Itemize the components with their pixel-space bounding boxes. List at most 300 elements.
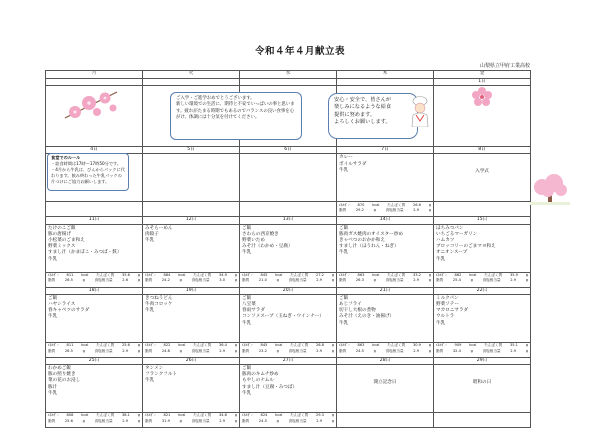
gram-unit: g xyxy=(470,348,473,353)
nutrition-cell xyxy=(143,342,240,357)
protein-value: 34.9 xyxy=(218,273,227,278)
date-cell: 12日 xyxy=(143,217,240,224)
menu-item: たけのこご飯 xyxy=(48,225,76,231)
nutrition-line-2 xyxy=(242,349,334,354)
protein-label: たんぱく質 xyxy=(193,343,212,348)
sakura-tree-illustration xyxy=(530,171,570,205)
salt-value: 2.9 xyxy=(413,278,419,283)
date-cell: 25日 xyxy=(46,357,143,364)
salt-label: 食塩相当量 xyxy=(288,278,307,283)
fat-value: 24.8 xyxy=(161,348,170,353)
chef-illustration xyxy=(408,95,432,127)
menu-cell xyxy=(240,224,337,272)
kcal-unit: kcal xyxy=(372,343,380,348)
nutrition-cell xyxy=(434,272,531,287)
gram-unit: g xyxy=(137,343,140,348)
menu-item: マカロニサラダ xyxy=(436,308,469,314)
menu-cell xyxy=(46,364,143,412)
date-cell: 11日 xyxy=(46,217,143,224)
fat-label: 脂質 xyxy=(242,278,250,283)
menu-item: タンメン xyxy=(145,365,164,371)
protein-value: 25.6 xyxy=(121,343,130,348)
menu-item: 豚の唐揚げ xyxy=(48,231,71,237)
menu-item: 牛乳 xyxy=(48,314,58,320)
gram-unit: g xyxy=(234,413,237,418)
energy-label: ｴﾈﾙｷﾞｰ xyxy=(242,273,253,278)
fat-label: 脂質 xyxy=(436,278,444,283)
energy-label: ｴﾈﾙｷﾞｰ xyxy=(339,202,350,207)
date-cell: 13日 xyxy=(240,217,337,224)
salt-label: 食塩相当量 xyxy=(191,348,210,353)
kcal-unit: kcal xyxy=(178,343,186,348)
fat-value: 26.5 xyxy=(64,348,73,353)
menu-items xyxy=(240,154,336,156)
protein-label: たんぱく質 xyxy=(387,343,406,348)
salt-value: 2.9 xyxy=(219,418,225,423)
greeting-text: ご入学・ご進学おめでとうございます。 新しい環境での生活に、期待と不安でいっぱいの事と思います。疲れがたまる時期でもあるのでバランスの良い食事を心がけ、体調には十分気を付けてください。 xyxy=(176,96,295,121)
protein-value: 26.8 xyxy=(315,343,324,348)
gram-unit: g xyxy=(331,348,334,353)
fat-label: 脂質 xyxy=(242,418,250,423)
date-cell: 27日 xyxy=(240,357,337,364)
menu-items xyxy=(46,365,142,398)
salt-value: 3.0 xyxy=(219,278,225,283)
date-cell xyxy=(143,79,240,86)
date-row xyxy=(46,79,531,86)
kcal-unit: kcal xyxy=(178,413,186,418)
gram-unit: g xyxy=(331,278,334,283)
nutrition-line-2 xyxy=(145,349,237,354)
date-cell: 22日 xyxy=(434,287,531,294)
fat-value: 24.5 xyxy=(258,418,267,423)
protein-value: 29.3 xyxy=(315,413,324,418)
menu-items xyxy=(240,295,336,328)
nutrition-cell xyxy=(143,272,240,287)
salt-label: 食塩相当量 xyxy=(94,348,113,353)
gram-unit: g xyxy=(137,273,140,278)
menu-item: 菜の花のお浸し xyxy=(48,378,81,384)
salt-value: 2.9 xyxy=(316,418,322,423)
protein-value: 35.1 xyxy=(509,343,518,348)
energy-value: 909 xyxy=(454,343,462,348)
date-cell: 8日 xyxy=(434,147,531,154)
menu-item: 豚肉のキムチ炒め xyxy=(242,372,279,378)
fat-value: 26.5 xyxy=(64,278,73,283)
salt-value: 2.6 xyxy=(122,278,128,283)
gram-unit: g xyxy=(428,278,431,283)
sakura-branch-illustration xyxy=(63,88,119,124)
nutrition-line-2 xyxy=(48,278,140,283)
salt-value: 2.9 xyxy=(413,348,419,353)
gram-unit: g xyxy=(470,278,473,283)
menu-item: 肉餃子 xyxy=(145,231,159,237)
menu-items xyxy=(434,154,530,176)
protein-label: たんぱく質 xyxy=(96,343,115,348)
nutrition-info xyxy=(240,343,336,355)
salt-label: 食塩相当量 xyxy=(482,278,501,283)
menu-item: 野菜ソテー xyxy=(436,301,459,307)
menu-item: みそ汁（わかめ・豆腐） xyxy=(242,244,293,250)
gram-unit: g xyxy=(525,278,528,283)
fat-label: 脂質 xyxy=(145,278,153,283)
menu-item: すまし汁（ほうれん・ねぎ） xyxy=(339,244,399,250)
nutrition-line-2 xyxy=(436,278,528,283)
energy-label: ｴﾈﾙｷﾞｰ xyxy=(436,273,447,278)
nutrition-line-2 xyxy=(436,349,528,354)
nutrition-line-2 xyxy=(339,278,431,283)
fat-label: 脂質 xyxy=(339,348,347,353)
nutrition-info xyxy=(46,413,142,425)
menu-item: 牛乳 xyxy=(436,320,446,326)
menu-item: 牛乳 xyxy=(48,256,58,262)
kcal-unit: kcal xyxy=(81,273,89,278)
menu-cell xyxy=(337,294,434,342)
nutrition-line-2 xyxy=(145,278,237,283)
salt-label: 食塩相当量 xyxy=(385,208,404,213)
protein-label: たんぱく質 xyxy=(290,413,309,418)
protein-label: たんぱく質 xyxy=(484,343,503,348)
menu-item: きつねうどん xyxy=(145,295,173,301)
menu-item: ブロッコリーのごまマヨ和え xyxy=(436,244,496,250)
energy-value: 808 xyxy=(66,413,74,418)
date-cell: 19日 xyxy=(143,287,240,294)
salt-label: 食塩相当量 xyxy=(191,418,210,423)
gram-unit: g xyxy=(179,348,182,353)
nutrition-row xyxy=(46,272,531,287)
gram-unit: g xyxy=(373,278,376,283)
fat-label: 脂質 xyxy=(436,348,444,353)
gram-unit: g xyxy=(234,418,237,423)
menu-item: 牛乳 xyxy=(339,250,349,256)
date-cell xyxy=(240,79,337,86)
menu-item: みそらーめん xyxy=(145,225,173,231)
menu-item: 牛乳 xyxy=(145,237,155,243)
gram-unit: g xyxy=(234,348,237,353)
nutrition-info xyxy=(337,273,433,285)
energy-label: ｴﾈﾙｷﾞｰ xyxy=(48,343,59,348)
sakura-flower-icon xyxy=(471,86,493,108)
date-cell xyxy=(337,79,434,86)
kcal-unit: kcal xyxy=(275,273,283,278)
energy-label: ｴﾈﾙｷﾞｰ xyxy=(145,273,156,278)
nutrition-info xyxy=(143,273,239,285)
energy-value: 821 xyxy=(163,413,171,418)
energy-label: ｴﾈﾙｷﾞｰ xyxy=(339,343,350,348)
gram-unit: g xyxy=(82,418,85,423)
nutrition-cell xyxy=(337,412,434,427)
protein-value: 30.9 xyxy=(412,343,421,348)
date-cell: 6日 xyxy=(240,147,337,154)
menu-item: ミルクパン xyxy=(436,295,459,301)
nutrition-cell xyxy=(46,202,143,217)
date-cell: 1日 xyxy=(434,79,531,86)
menu-item: ご飯 xyxy=(339,225,349,231)
fat-label: 脂質 xyxy=(48,418,56,423)
menu-cell xyxy=(143,224,240,272)
energy-label: ｴﾈﾙｷﾞｰ xyxy=(145,343,156,348)
protein-value: 36.4 xyxy=(218,343,227,348)
energy-label: ｴﾈﾙｷﾞｰ xyxy=(339,273,350,278)
menu-item: 豚汁 xyxy=(48,384,58,390)
weekday-header: 金 xyxy=(434,71,531,79)
gram-unit: g xyxy=(137,278,140,283)
protein-value: 34.6 xyxy=(218,413,227,418)
menu-items xyxy=(434,295,530,328)
date-cell: 4日 xyxy=(46,147,143,154)
fat-value: 29.2 xyxy=(355,208,364,213)
nutrition-cell xyxy=(143,202,240,217)
menu-item: きゃべつのおかか和え xyxy=(339,237,385,243)
nutrition-info xyxy=(337,343,433,355)
menu-items xyxy=(240,225,336,258)
protein-label: たんぱく質 xyxy=(387,202,406,207)
protein-label: たんぱく質 xyxy=(193,273,212,278)
menu-item: 八宝菜 xyxy=(242,301,256,307)
menu-item: カレー xyxy=(339,155,353,161)
gram-unit: g xyxy=(331,343,334,348)
fat-label: 脂質 xyxy=(48,348,56,353)
date-row xyxy=(46,357,531,364)
menu-items xyxy=(46,295,142,322)
menu-item: ご飯 xyxy=(242,295,252,301)
gram-unit: g xyxy=(428,208,431,213)
salt-value: 2.9 xyxy=(122,348,128,353)
nutrition-cell xyxy=(337,202,434,217)
menu-item: 牛乳 xyxy=(145,378,155,384)
salt-label: 食塩相当量 xyxy=(482,348,501,353)
fat-label: 脂質 xyxy=(145,348,153,353)
gram-unit: g xyxy=(525,348,528,353)
menu-cell xyxy=(434,294,531,342)
fat-value: 25.4 xyxy=(452,278,461,283)
protein-value: 26.6 xyxy=(412,202,421,207)
nutrition-line-2 xyxy=(48,419,140,424)
kcal-unit: kcal xyxy=(372,273,380,278)
date-cell: 5日 xyxy=(143,147,240,154)
kcal-unit: kcal xyxy=(81,343,89,348)
date-cell: 26日 xyxy=(143,357,240,364)
menu-item: ご飯 xyxy=(242,225,252,231)
protein-label: たんぱく質 xyxy=(484,273,503,278)
nutrition-info xyxy=(434,343,530,355)
menu-cell xyxy=(337,364,434,412)
nutrition-row xyxy=(46,342,531,357)
nutrition-cell xyxy=(337,272,434,287)
date-cell: 21日 xyxy=(337,287,434,294)
weekday-header-row xyxy=(46,71,531,79)
salt-label: 食塩相当量 xyxy=(191,278,210,283)
salt-value: 2.9 xyxy=(510,348,516,353)
nutrition-cell xyxy=(240,342,337,357)
protein-value: 33.2 xyxy=(412,273,421,278)
gram-unit: g xyxy=(137,413,140,418)
energy-label: ｴﾈﾙｷﾞｰ xyxy=(48,413,59,418)
kcal-unit: kcal xyxy=(275,343,283,348)
cafeteria-rules-box xyxy=(47,153,129,191)
menu-cell xyxy=(434,364,531,412)
nutrition-cell xyxy=(46,412,143,427)
menu-item: 切干し大根の煮物 xyxy=(339,308,376,314)
menu-item: オニオンスープ xyxy=(436,250,468,256)
protein-label: たんぱく質 xyxy=(290,273,309,278)
gram-unit: g xyxy=(331,418,334,423)
protein-label: たんぱく質 xyxy=(96,413,115,418)
gram-unit: g xyxy=(428,348,431,353)
gram-unit: g xyxy=(276,418,279,423)
nutrition-cell xyxy=(434,202,531,217)
fat-value: 31.9 xyxy=(161,418,170,423)
menu-item: わかめご飯 xyxy=(48,365,71,371)
energy-value: 822 xyxy=(163,343,171,348)
nutrition-info xyxy=(143,343,239,355)
menu-item: フランクフルト xyxy=(145,372,177,378)
gram-unit: g xyxy=(137,348,140,353)
page-title: 令和４年４月献立表 xyxy=(254,46,345,57)
salt-value: 2.9 xyxy=(219,348,225,353)
menu-item: すまし汁（豆腐・みつば） xyxy=(242,384,298,390)
menu-row xyxy=(46,224,531,272)
menu-item: ボイルサラダ xyxy=(339,161,367,167)
gram-unit: g xyxy=(82,278,85,283)
energy-value: 862 xyxy=(454,273,462,278)
protein-value: 35.6 xyxy=(121,273,130,278)
menu-item: 豚肉ガス焼肉のオイスター炒め xyxy=(339,231,404,237)
menu-row xyxy=(46,294,531,342)
energy-label: ｴﾈﾙｷﾞｰ xyxy=(242,343,253,348)
nutrition-info xyxy=(240,413,336,425)
fat-value: 23.2 xyxy=(258,348,267,353)
menu-cell xyxy=(240,294,337,342)
nutrition-cell xyxy=(240,202,337,217)
menu-items xyxy=(240,365,336,398)
menu-item: 牛乳 xyxy=(145,308,155,314)
menu-item: 牛乳 xyxy=(339,167,349,173)
date-cell: 20日 xyxy=(240,287,337,294)
menu-cell xyxy=(143,154,240,202)
nutrition-row xyxy=(46,202,531,217)
menu-item: ハムカツ xyxy=(436,237,455,243)
gram-unit: g xyxy=(234,343,237,348)
nutrition-cell xyxy=(143,412,240,427)
menu-cell xyxy=(46,224,143,272)
nutrition-info xyxy=(46,343,142,355)
menu-items xyxy=(143,295,239,316)
gram-unit: g xyxy=(137,418,140,423)
gram-unit: g xyxy=(428,273,431,278)
menu-items xyxy=(337,225,433,258)
salt-value: 2.9 xyxy=(316,278,322,283)
energy-label: ｴﾈﾙｷﾞｰ xyxy=(48,273,59,278)
nutrition-line-2 xyxy=(48,349,140,354)
date-row xyxy=(46,217,531,224)
menu-items xyxy=(143,225,239,246)
menu-cell xyxy=(240,364,337,412)
kcal-unit: kcal xyxy=(81,413,89,418)
energy-value: 884 xyxy=(163,273,171,278)
menu-cell xyxy=(434,154,531,202)
menu-cell xyxy=(143,364,240,412)
menu-row xyxy=(46,364,531,412)
fat-value: 24.2 xyxy=(161,278,170,283)
menu-item: ご飯 xyxy=(48,295,58,301)
kcal-unit: kcal xyxy=(372,202,380,207)
menu-items xyxy=(337,295,433,328)
menu-items xyxy=(337,154,433,175)
salt-label: 食塩相当量 xyxy=(288,418,307,423)
menu-item: 牛乳 xyxy=(242,320,252,326)
nutrition-info xyxy=(434,273,530,285)
nutrition-cell xyxy=(434,412,531,427)
school-name: 山梨県立甲府工業高校 xyxy=(479,63,530,69)
nutrition-cell xyxy=(337,342,434,357)
date-cell: 29日 xyxy=(434,357,531,364)
energy-value: 863 xyxy=(357,343,365,348)
protein-label: たんぱく質 xyxy=(290,343,309,348)
gram-unit: g xyxy=(428,343,431,348)
salt-label: 食塩相当量 xyxy=(94,418,113,423)
nutrition-row xyxy=(46,412,531,427)
menu-cell xyxy=(46,294,143,342)
date-row xyxy=(46,287,531,294)
salt-label: 食塩相当量 xyxy=(288,348,307,353)
nutrition-info xyxy=(337,202,433,214)
energy-value: 870 xyxy=(357,202,365,207)
menu-item: すまし汁（かまぼこ・みつば・麩） xyxy=(48,250,122,256)
menu-item: もやしのナムル xyxy=(242,378,274,384)
rules-text: ・給食時間は17時～17時50分です。 ・4月から牛乳は、びんからパックに代わります。飲み終わった牛乳パックの片づけにご協力お願いします。 xyxy=(51,160,125,184)
salt-value: 2.9 xyxy=(122,418,128,423)
salt-label: 食塩相当量 xyxy=(385,278,404,283)
fat-value: 32.4 xyxy=(452,348,461,353)
date-cell: 28日 xyxy=(337,357,434,364)
nutrition-info xyxy=(240,273,336,285)
menu-item: いちごるマーガリン xyxy=(436,231,478,237)
menu-cell xyxy=(143,294,240,342)
menu-item: ウルトラ xyxy=(436,314,455,320)
weekday-header: 木 xyxy=(337,71,434,79)
fat-label: 脂質 xyxy=(242,348,250,353)
nutrition-line-2 xyxy=(242,278,334,283)
nutrition-cell xyxy=(46,342,143,357)
protein-label: たんぱく質 xyxy=(387,273,406,278)
menu-item: 小松菜のごま和え xyxy=(48,237,85,243)
weekday-header: 水 xyxy=(240,71,337,79)
menu-item: みそ汁（えのき・油揚げ） xyxy=(339,314,395,320)
fat-label: 脂質 xyxy=(339,208,347,213)
rules-title: 食堂でのルール xyxy=(51,155,81,160)
nutrition-line-2 xyxy=(339,208,431,213)
kcal-unit: kcal xyxy=(178,273,186,278)
fat-value: 24.5 xyxy=(355,348,364,353)
nutrition-cell xyxy=(240,272,337,287)
gram-unit: g xyxy=(179,418,182,423)
menu-item: ほちみつパン xyxy=(436,225,464,231)
menu-cell xyxy=(434,224,531,272)
menu-cell xyxy=(240,154,337,202)
weekday-header: 火 xyxy=(143,71,240,79)
message-bubble xyxy=(328,93,418,139)
menu-item: 春キャベツのサラダ xyxy=(48,308,90,314)
date-cell: 18日 xyxy=(46,287,143,294)
menu-item: 牛肉コロッケ xyxy=(145,301,173,307)
menu-cell xyxy=(337,224,434,272)
menu-item: ハヤシライス xyxy=(48,301,76,307)
menu-item: 野菜ミックス xyxy=(48,244,76,250)
menu-item: 春雨サラダ xyxy=(242,308,265,314)
date-cell: 15日 xyxy=(434,217,531,224)
menu-items xyxy=(337,365,433,387)
weekday-header: 月 xyxy=(46,71,143,79)
